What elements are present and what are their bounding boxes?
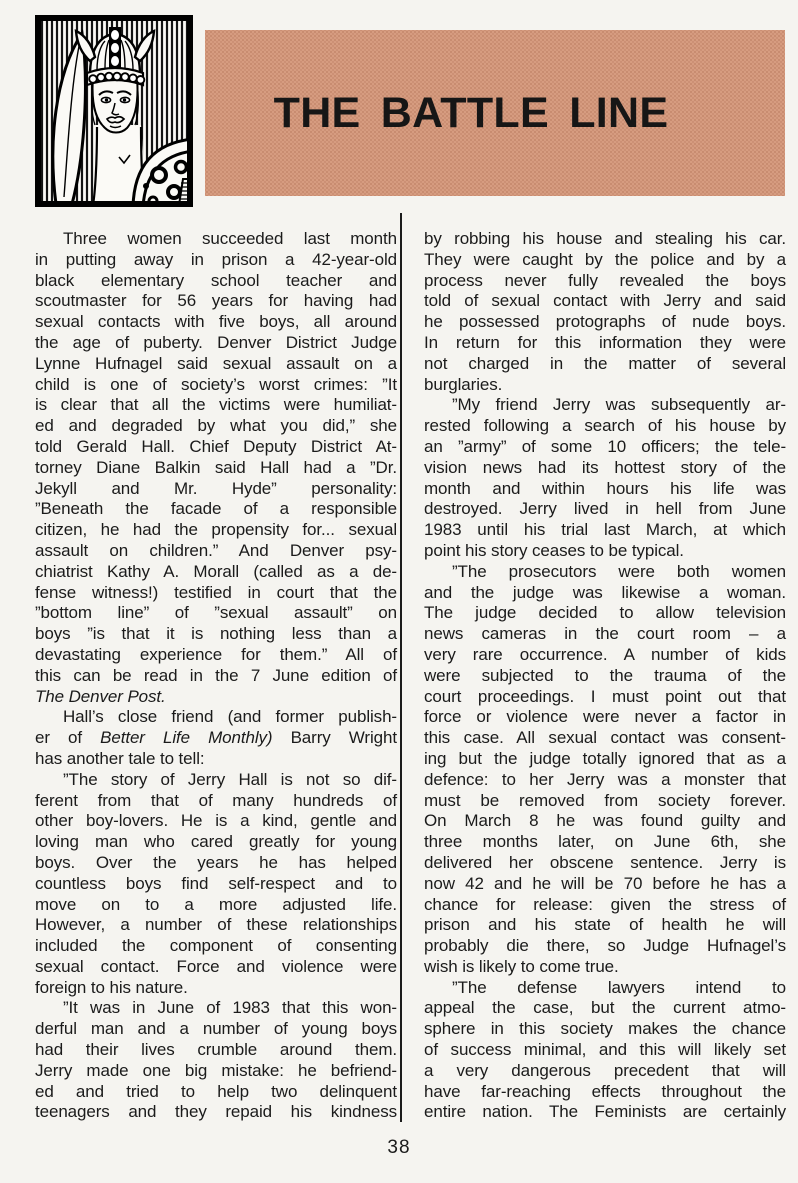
text-line: three months later, on June 6th, she	[424, 832, 786, 852]
text-line: ”My friend Jerry was subsequently ar-	[452, 395, 786, 415]
article-column-left	[35, 229, 397, 1123]
text-line: citizen, he had the propensity for... sexual	[35, 520, 397, 540]
title-banner	[205, 30, 785, 196]
text-line: chance for release: given the stress of	[424, 894, 786, 914]
text-line: were subjected to the trauma of the	[424, 665, 786, 685]
text-line: The judge decided to allow television	[424, 603, 786, 623]
text-line: ed and degraded by what you did,” she	[35, 416, 397, 436]
text-line: The Denver Post.	[35, 686, 166, 706]
text-line: this can be read in the 7 June edition of	[35, 665, 397, 685]
text-line: devastating experience for them.” All of	[35, 644, 397, 664]
text-line: have far-reaching effects throughout the	[424, 1081, 786, 1101]
text-line: sphere in this society makes the chance	[424, 1019, 786, 1039]
text-line: told Gerald Hall. Chief Deputy District At-	[35, 436, 397, 456]
text-line: black elementary school teacher and	[35, 270, 397, 290]
text-line: other boy-lovers. He is a kind, gentle and	[35, 811, 397, 831]
text-line: ”Beneath the facade of a responsible	[35, 499, 397, 519]
text-line: news cameras in the court room – a	[424, 624, 786, 644]
text-line: has another tale to tell:	[35, 748, 205, 768]
paragraph	[424, 395, 786, 561]
text-line: in putting away in prison a 42-year-old	[35, 249, 397, 269]
paragraph	[424, 229, 786, 395]
viking-warrior-illustration	[35, 15, 193, 207]
text-line: prison and his state of health he will	[424, 915, 786, 935]
text-line: by robbing his house and stealing his car.	[424, 229, 786, 248]
text-line: rested following a search of his house by	[424, 416, 786, 436]
text-line: boys ”is that it is nothing less than a	[35, 624, 397, 644]
text-line: told of sexual contact with Jerry and said	[424, 291, 786, 311]
text-line: entire nation. The Feminists are certainly	[424, 1102, 786, 1122]
text-line: Three women succeeded last month	[63, 229, 397, 248]
text-line: delivered her obscene sentence. Jerry is	[424, 852, 786, 872]
text-line: is clear that all the victims were humiliat-	[35, 395, 397, 415]
text-line: ing but the judge totally ignored that as a	[424, 748, 786, 768]
text-line: ferent from that of many hundreds of	[35, 790, 397, 810]
text-line: They were caught by the police and by a	[424, 249, 786, 269]
text-line: sexual contacts with five boys, all around	[35, 312, 397, 332]
text-line: an ”army” of some 10 officers; the tele-	[424, 436, 786, 456]
text-line: very rare occurrence. A number of kids	[424, 644, 786, 664]
text-line: must be removed from society forever.	[424, 790, 786, 810]
column-divider	[400, 213, 402, 1122]
text-line: However, a number of these relationships	[35, 915, 397, 935]
text-line: ”The prosecutors were both women	[452, 561, 786, 581]
text-line: derful man and a number of young boys	[35, 1019, 397, 1039]
page-number: 38	[387, 1137, 411, 1158]
text-line: er of Better Life Monthly) Barry Wright	[35, 728, 397, 748]
article-column-right	[424, 229, 786, 1123]
text-line: he possessed protographs of nude boys.	[424, 312, 786, 332]
text-line: Jerry made one big mistake: he befriend-	[35, 1060, 397, 1080]
text-line: In return for this information they were	[424, 332, 786, 352]
text-line: appeal the case, but the current atmo-	[424, 998, 786, 1018]
text-line: On March 8 he was found guilty and	[424, 811, 786, 831]
text-line: month and within hours his life was	[424, 478, 786, 498]
paragraph	[424, 978, 786, 1124]
paragraph	[35, 229, 397, 707]
text-line: child is one of society’s worst crimes: ”It	[35, 374, 397, 394]
text-line: boys. Over the years he has helped	[35, 852, 397, 872]
text-line: ”The story of Jerry Hall is not so dif-	[63, 769, 397, 789]
text-line: ed and tried to help two delinquent	[35, 1081, 397, 1101]
paragraph	[35, 998, 397, 1123]
text-line: wish is likely to come true.	[424, 956, 619, 976]
text-line: loving man who cared greatly for young	[35, 832, 397, 852]
text-line: of success minimal, and this will likely set	[424, 1040, 786, 1060]
text-line: not charged in the matter of several	[424, 353, 786, 373]
paragraph	[35, 770, 397, 999]
text-line: and the judge was likewise a woman.	[424, 582, 786, 602]
text-line: ”It was in June of 1983 that this won-	[63, 998, 397, 1018]
paragraph	[424, 562, 786, 978]
text-line: sexual contact. Force and violence were	[35, 956, 397, 976]
text-line: ”The defense lawyers intend to	[452, 977, 786, 997]
text-line: vision news had its hottest story of the	[424, 457, 786, 477]
paragraph	[35, 707, 397, 769]
text-line: scoutmaster for 56 years for having had	[35, 291, 397, 311]
text-line: the age of puberty. Denver District Judge	[35, 332, 397, 352]
page-title: THE BATTLE LINE	[273, 88, 669, 137]
text-line: court proceedings. I must point out that	[424, 686, 786, 706]
text-line: process never fully revealed the boys	[424, 270, 786, 290]
text-line: fense witness!) testified in court that the	[35, 582, 397, 602]
text-line: now 42 and he will be 70 before he has a	[424, 873, 786, 893]
text-line: torney Diane Balkin said Hall had a ”Dr.	[35, 457, 397, 477]
text-line: probably die there, so Judge Hufnagel’s	[424, 936, 786, 956]
text-line: countless boys find self-respect and to	[35, 873, 397, 893]
text-line: burglaries.	[424, 374, 503, 394]
text-line: point his story ceases to be typical.	[424, 540, 684, 560]
text-line: had their lives crumble around them.	[35, 1040, 397, 1060]
text-line: foreign to his nature.	[35, 977, 188, 997]
text-line: assault on children.” And Denver psy-	[35, 540, 397, 560]
text-line: ”bottom line” of ”sexual assault” on	[35, 603, 397, 623]
text-line: destroyed. Jerry lived in hell from June	[424, 499, 786, 519]
text-line: chiatrist Kathy A. Morall (called as a de-	[35, 561, 397, 581]
text-line: Jekyll and Mr. Hyde” personality:	[35, 478, 397, 498]
viking-warrior-icon	[35, 15, 193, 207]
text-line: teenagers and they repaid his kindness	[35, 1102, 397, 1122]
text-line: 1983 until his trial last March, at which	[424, 520, 786, 540]
text-line: move on to a more adjusted life.	[35, 894, 397, 914]
text-line: a very dangerous precedent that will	[424, 1060, 786, 1080]
text-line: included the component of consenting	[35, 936, 397, 956]
text-line: defence: to her Jerry was a monster that	[424, 769, 786, 789]
text-line: Hall’s close friend (and former publish-	[63, 707, 397, 727]
text-line: this case. All sexual contact was consent-	[424, 728, 786, 748]
text-line: force or violence were never a factor in	[424, 707, 786, 727]
text-line: Lynne Hufnagel said sexual assault on a	[35, 353, 397, 373]
